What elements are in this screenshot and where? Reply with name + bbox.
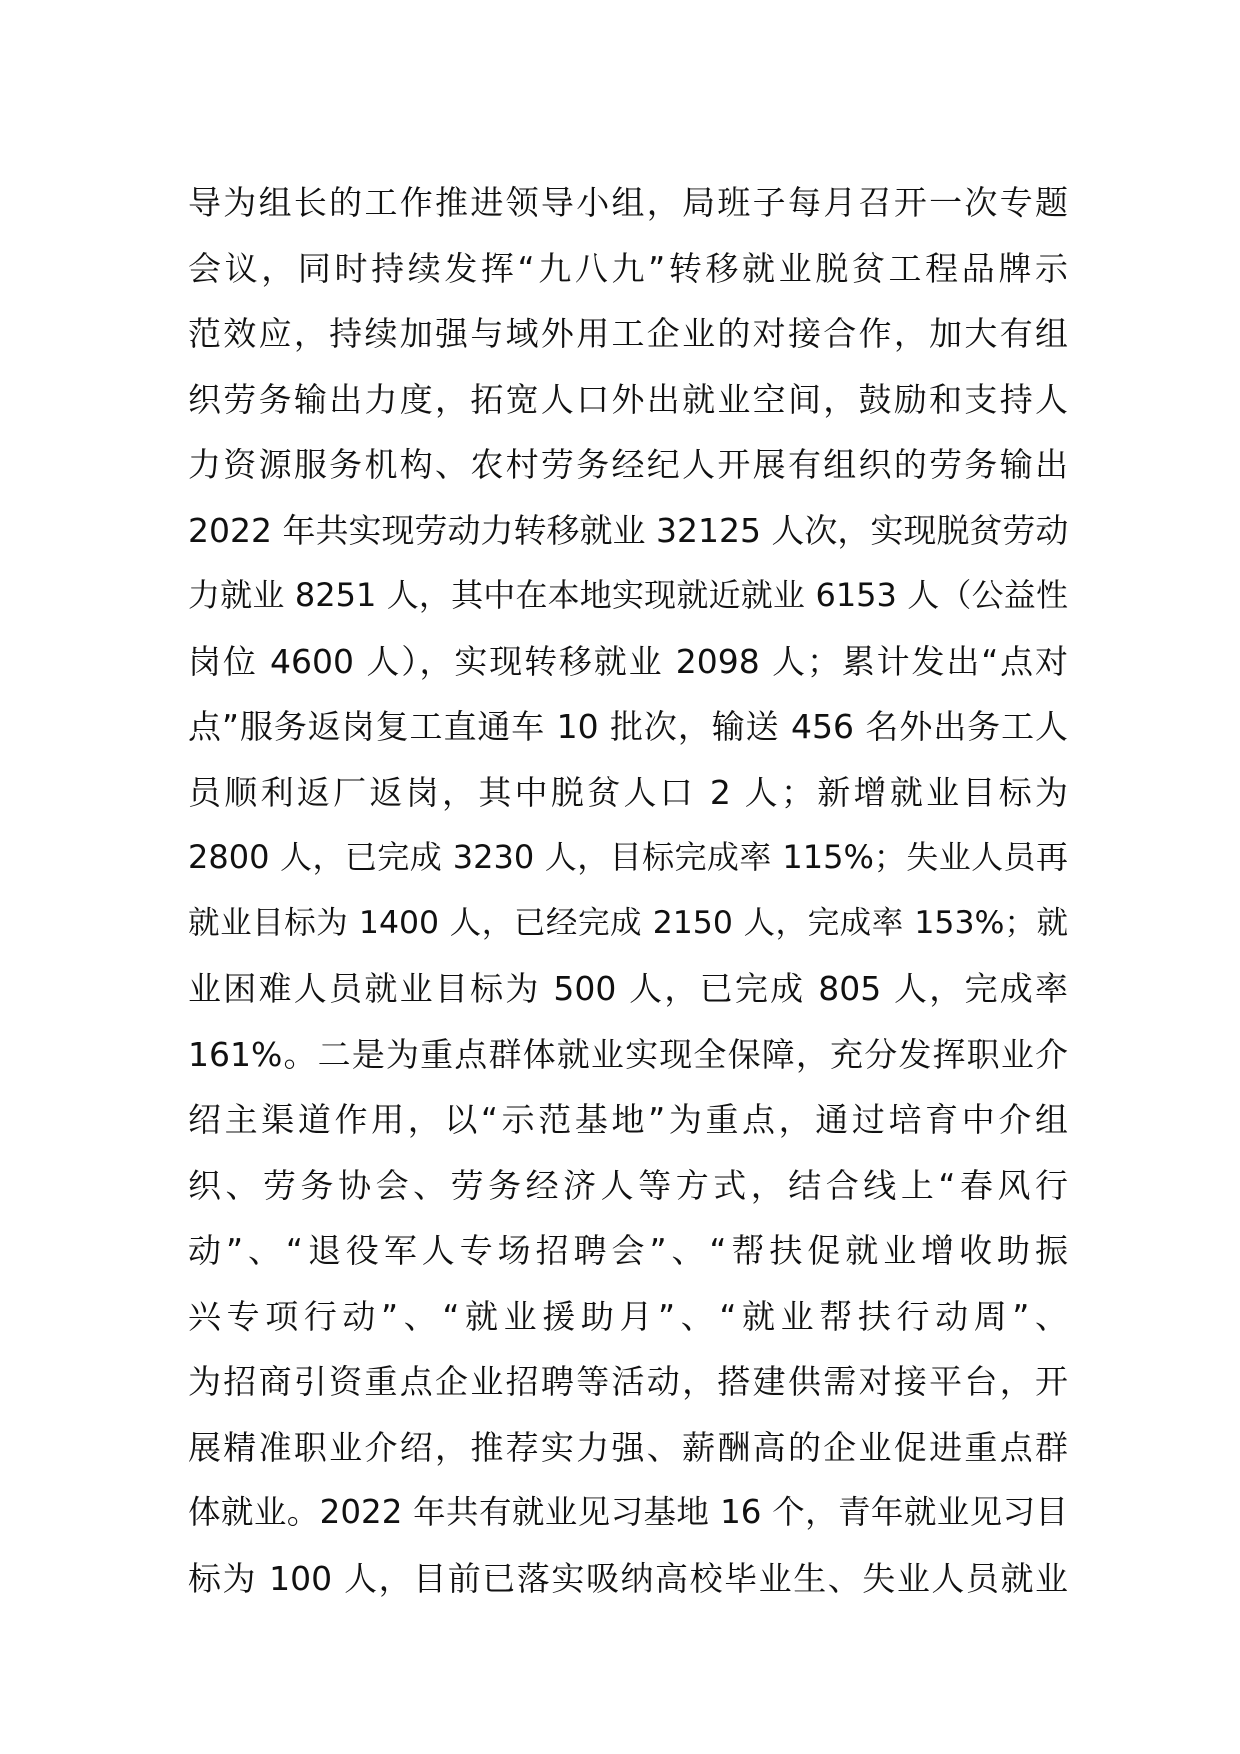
text-line: 业困难人员就业目标为 500 人，已完成 805 人，完成率 — [188, 969, 1068, 1008]
text-line: 范效应，持续加强与域外用工企业的对接合作，加大有组 — [188, 314, 1068, 353]
text-line: 导为组长的工作推进领导小组，局班子每月召开一次专题 — [188, 183, 1068, 222]
text-line: 2022 年共实现劳动力转移就业 32125 人次，实现脱贫劳动 — [188, 510, 1069, 550]
text-line: 力资源服务机构、农村劳务经纪人开展有组织的劳务输出 — [188, 445, 1068, 484]
text-line: 为招商引资重点企业招聘等活动，搭建供需对接平台，开 — [188, 1362, 1068, 1401]
text-line: 展精准职业介绍，推荐实力强、薪酬高的企业促进重点群 — [188, 1427, 1068, 1467]
body-paragraph — [188, 170, 1068, 1611]
text-line: 标为 100 人，目前已落实吸纳高校毕业生、失业人员就业 — [188, 1558, 1068, 1598]
text-line: 绍主渠道作用，以“示范基地”为重点，通过培育中介组 — [188, 1100, 1068, 1139]
text-line: 织劳务输出力度，拓宽人口外出就业空间，鼓励和支持人 — [188, 379, 1068, 419]
text-line: 就业目标为 1400 人，已经完成 2150 人，完成率 153%；就 — [188, 904, 1068, 941]
text-line: 织、劳务协会、劳务经济人等方式，结合线上“春风行 — [188, 1165, 1068, 1205]
text-line: 岗位 4600 人），实现转移就业 2098 人；累计发出“点对 — [188, 641, 1068, 681]
text-line: 力就业 8251 人，其中在本地实现就近就业 6153 人（公益性 — [188, 576, 1068, 614]
text-line: 兴专项行动”、“就业援助月”、“就业帮扶行动周”、 — [188, 1296, 1068, 1336]
text-line: 体就业。2022 年共有就业见习基地 16 个，青年就业见习目 — [188, 1493, 1068, 1531]
text-line: 161%。二是为重点群体就业实现全保障，充分发挥职业介 — [188, 1034, 1068, 1074]
text-line: 员顺利返厂返岗，其中脱贫人口 2 人；新增就业目标为 — [188, 772, 1068, 812]
text-line: 动”、“退役军人专场招聘会”、“帮扶促就业增收助振 — [188, 1231, 1068, 1270]
text-line: 会议，同时持续发挥“九八九”转移就业脱贫工程品牌示 — [188, 248, 1068, 288]
text-line: 2800 人，已完成 3230 人，目标完成率 115%；失业人员再 — [188, 838, 1068, 876]
text-line: 点”服务返岗复工直通车 10 批次，输送 456 名外出务工人 — [188, 707, 1068, 746]
